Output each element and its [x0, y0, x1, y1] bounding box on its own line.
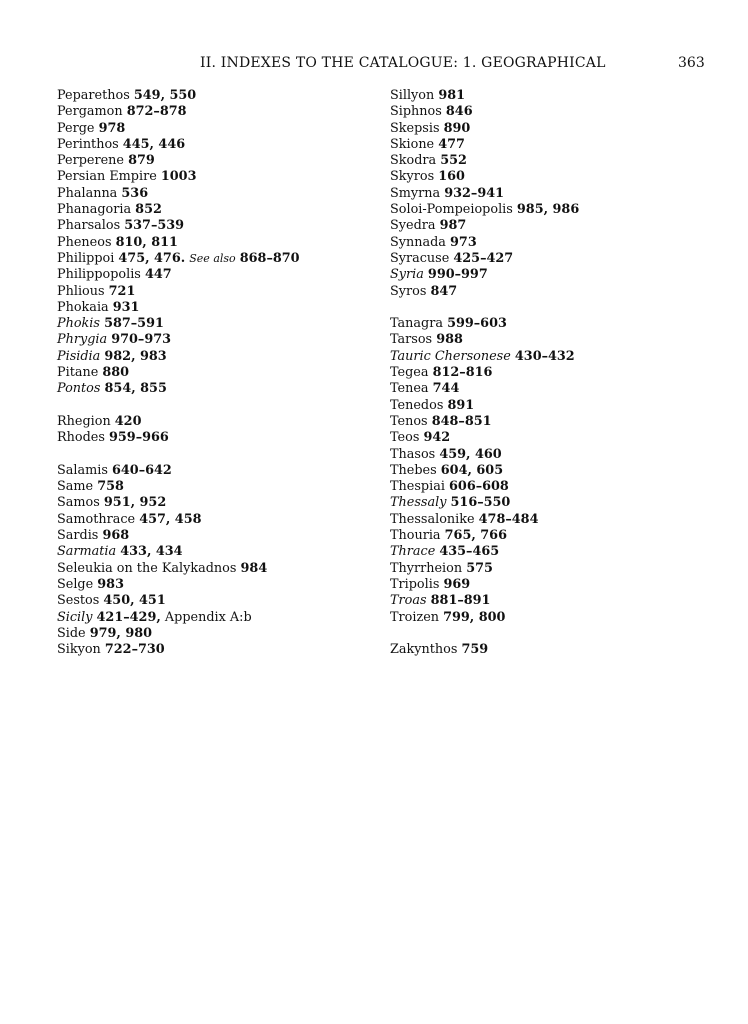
entry-see-also: See also: [189, 251, 236, 265]
entry-catalogue-refs: 604, 605: [440, 462, 504, 478]
index-entry: [390, 104, 710, 120]
entry-catalogue-refs: 854, 855: [104, 381, 167, 397]
entry-catalogue-refs: 959–966: [109, 430, 169, 446]
entry-catalogue-refs: 445, 446: [122, 136, 186, 152]
index-entry: [390, 235, 710, 251]
index-entry: [390, 544, 710, 560]
entry-place-name: Skepsis: [390, 120, 440, 136]
entry-catalogue-refs: 931: [112, 299, 140, 315]
index-entry: [57, 121, 377, 137]
entry-catalogue-refs: 881–891: [430, 593, 491, 609]
entry-see-also-refs: 868–870: [239, 250, 300, 266]
entry-catalogue-refs: 536: [121, 185, 149, 201]
index-entry: [390, 512, 710, 528]
entry-catalogue-refs: 160: [438, 169, 465, 185]
entry-place-name: Tauric Chersonese: [390, 348, 511, 364]
entry-catalogue-refs: 640–642: [112, 462, 172, 478]
entry-catalogue-refs: 421–429,: [96, 609, 161, 625]
entry-place-name: Phokis: [57, 316, 100, 332]
index-entry: [57, 137, 377, 153]
entry-catalogue-refs: 880: [102, 365, 130, 381]
entry-catalogue-refs: 459, 460: [439, 446, 502, 462]
entry-catalogue-refs: 985, 986: [516, 202, 580, 218]
index-entry: [57, 528, 377, 544]
entry-place-name: Phanagoria: [57, 202, 132, 218]
index-entry: [57, 284, 377, 300]
index-entry: [390, 593, 710, 609]
entry-catalogue-refs: 970–973: [111, 332, 172, 348]
index-entry: [390, 153, 710, 169]
entry-catalogue-refs: 552: [440, 153, 467, 169]
index-column-left: [57, 88, 377, 658]
index-entry: [390, 267, 710, 283]
entry-catalogue-refs: 951, 952: [103, 495, 167, 511]
entry-catalogue-refs: 890: [443, 120, 471, 136]
entry-catalogue-refs: 425–427: [453, 250, 514, 266]
entry-place-name: Samothrace: [57, 511, 136, 527]
index-entry: [57, 479, 377, 495]
entry-catalogue-refs: 765, 766: [444, 528, 507, 544]
index-entry: [390, 642, 710, 658]
running-header: [0, 55, 748, 75]
entry-place-name: Thebes: [390, 462, 437, 478]
index-entry: [57, 414, 377, 430]
page-number: 363: [678, 55, 705, 71]
index-entry: [57, 430, 377, 446]
entry-catalogue-refs: 810, 811: [115, 234, 178, 250]
index-entry: [390, 169, 710, 185]
entry-catalogue-refs: 799, 800: [443, 609, 506, 625]
entry-catalogue-refs: 537–539: [124, 218, 185, 234]
entry-place-name: Philippopolis: [57, 267, 141, 283]
index-entry: [57, 202, 377, 218]
index-entry: [390, 430, 710, 446]
index-entry: [390, 463, 710, 479]
index-entry: [390, 365, 710, 381]
index-entry: [390, 88, 710, 104]
index-entry: [57, 365, 377, 381]
entry-catalogue-refs: 744: [432, 381, 460, 397]
index-entry: [390, 528, 710, 544]
index-entry: [57, 544, 377, 560]
entry-catalogue-refs: 457, 458: [139, 511, 202, 527]
entry-place-name: Seleukia on the Kalykadnos: [57, 560, 237, 576]
entry-place-name: Rhegion: [57, 413, 111, 429]
running-head-title: II. INDEXES TO THE CATALOGUE: 1. GEOGRAPHICAL: [200, 55, 606, 71]
entry-place-name: Tarsos: [390, 332, 433, 348]
letter-group-gap: [57, 398, 377, 414]
entry-catalogue-refs: 891: [447, 397, 475, 413]
entry-place-name: Thyrrheion: [390, 560, 463, 576]
index-entry: [390, 251, 710, 267]
entry-catalogue-refs: 722–730: [104, 642, 165, 658]
entry-catalogue-refs: 575: [466, 560, 493, 576]
index-entry: [57, 300, 377, 316]
index-entry: [390, 316, 710, 332]
entry-place-name: Phlious: [57, 283, 105, 299]
index-entry: [57, 153, 377, 169]
index-entry: [390, 561, 710, 577]
entry-catalogue-refs: 420: [114, 413, 142, 429]
index-entry: [390, 349, 710, 365]
entry-place-name: Pitane: [57, 365, 99, 381]
entry-place-name: Skione: [390, 136, 435, 152]
index-entry: [390, 414, 710, 430]
entry-catalogue-refs: 846: [445, 104, 473, 120]
entry-catalogue-refs: 932–941: [444, 185, 505, 201]
entry-place-name: Teos: [390, 430, 420, 446]
entry-place-name: Tegea: [390, 365, 429, 381]
entry-place-name: Zakynthos: [390, 642, 458, 658]
index-entry: [390, 610, 710, 626]
entry-place-name: Thespiai: [390, 479, 445, 495]
entry-place-name: Skyros: [390, 169, 435, 185]
entry-catalogue-refs: 942: [423, 430, 451, 446]
entry-catalogue-refs: 983: [97, 576, 124, 592]
entry-catalogue-refs: 872–878: [126, 104, 187, 120]
index-entry: [57, 561, 377, 577]
index-entry: [57, 316, 377, 332]
entry-catalogue-refs: 987: [439, 218, 467, 234]
entry-catalogue-refs: 435–465: [439, 544, 500, 560]
entry-place-name: Tripolis: [390, 576, 440, 592]
entry-place-name: Pergamon: [57, 104, 123, 120]
entry-place-name: Thouria: [390, 528, 441, 544]
entry-catalogue-refs: 969: [443, 576, 471, 592]
index-entry: [57, 349, 377, 365]
entry-appendix-ref: Appendix A:b: [164, 609, 252, 625]
entry-place-name: Sillyon: [390, 88, 435, 103]
entry-place-name: Thessaly: [390, 495, 447, 511]
index-entry: [390, 495, 710, 511]
entry-catalogue-refs: 475, 476.: [118, 250, 186, 266]
index-entry: [57, 381, 377, 397]
letter-group-gap: [390, 626, 710, 642]
entry-catalogue-refs: 848–851: [431, 413, 492, 429]
index-entry: [390, 202, 710, 218]
index-entry: [57, 593, 377, 609]
index-entry: [57, 332, 377, 348]
entry-place-name: Side: [57, 625, 86, 641]
letter-group-gap: [57, 447, 377, 463]
index-entry: [390, 381, 710, 397]
entry-place-name: Skodra: [390, 153, 437, 169]
entry-catalogue-refs: 549, 550: [133, 88, 197, 103]
entry-place-name: Thasos: [390, 446, 436, 462]
entry-place-name: Troizen: [390, 609, 440, 625]
entry-place-name: Sestos: [57, 593, 100, 609]
entry-catalogue-refs: 1003: [160, 169, 197, 185]
entry-place-name: Tenea: [390, 381, 429, 397]
entry-place-name: Peparethos: [57, 88, 130, 103]
index-entry: [57, 218, 377, 234]
entry-place-name: Sicily: [57, 609, 93, 625]
entry-catalogue-refs: 990–997: [427, 267, 488, 283]
entry-place-name: Phokaia: [57, 299, 109, 315]
entry-place-name: Tanagra: [390, 316, 443, 332]
entry-place-name: Perperene: [57, 153, 124, 169]
index-entry: [57, 626, 377, 642]
entry-place-name: Pheneos: [57, 234, 112, 250]
entry-place-name: Troas: [390, 593, 427, 609]
entry-catalogue-refs: 984: [240, 560, 268, 576]
entry-place-name: Samos: [57, 495, 100, 511]
entry-catalogue-refs: 478–484: [478, 511, 539, 527]
entry-catalogue-refs: 433, 434: [120, 544, 183, 560]
entry-catalogue-refs: 852: [135, 202, 162, 218]
entry-place-name: Thrace: [390, 544, 436, 560]
index-entry: [390, 121, 710, 137]
entry-catalogue-refs: 721: [108, 283, 136, 299]
entry-catalogue-refs: 847: [430, 283, 458, 299]
entry-place-name: Selge: [57, 576, 94, 592]
entry-place-name: Smyrna: [390, 185, 441, 201]
entry-catalogue-refs: 979, 980: [89, 625, 153, 641]
entry-catalogue-refs: 973: [450, 234, 477, 250]
entry-place-name: Same: [57, 479, 94, 495]
entry-place-name: Syracuse: [390, 250, 450, 266]
entry-catalogue-refs: 981: [438, 88, 466, 103]
entry-place-name: Sarmatia: [57, 544, 117, 560]
index-entry: [57, 104, 377, 120]
index-entry: [390, 218, 710, 234]
index-entry: [57, 463, 377, 479]
entry-catalogue-refs: 879: [128, 153, 155, 169]
entry-place-name: Siphnos: [390, 104, 442, 120]
entry-catalogue-refs: 430–432: [514, 348, 575, 364]
entry-catalogue-refs: 978: [98, 120, 126, 136]
entry-catalogue-refs: 516–550: [450, 495, 511, 511]
entry-place-name: Thessalonike: [390, 511, 475, 527]
entry-catalogue-refs: 982, 983: [104, 348, 167, 364]
index-entry: [57, 267, 377, 283]
entry-place-name: Soloi-Pompeiopolis: [390, 202, 513, 218]
entry-place-name: Tenos: [390, 413, 428, 429]
entry-place-name: Phalanna: [57, 185, 118, 201]
entry-place-name: Persian Empire: [57, 169, 157, 185]
index-entry: [57, 235, 377, 251]
index-entry: [390, 577, 710, 593]
entry-place-name: Phrygia: [57, 332, 108, 348]
index-entry: [57, 186, 377, 202]
entry-place-name: Salamis: [57, 462, 108, 478]
entry-catalogue-refs: 450, 451: [103, 593, 166, 609]
index-entry: [390, 137, 710, 153]
index-entry: [57, 512, 377, 528]
index-entry: [57, 251, 377, 267]
index-entry: [57, 642, 377, 658]
entry-place-name: Pharsalos: [57, 218, 121, 234]
entry-place-name: Pontos: [57, 381, 101, 397]
index-entry: [57, 495, 377, 511]
entry-catalogue-refs: 447: [144, 267, 172, 283]
entry-place-name: Synnada: [390, 234, 446, 250]
index-entry: [390, 186, 710, 202]
index-entry: [390, 398, 710, 414]
entry-place-name: Perge: [57, 120, 95, 136]
index-entry: [390, 479, 710, 495]
entry-catalogue-refs: 968: [102, 528, 130, 544]
entry-place-name: Syria: [390, 267, 424, 283]
index-entry: [57, 610, 377, 626]
index-entry: [390, 332, 710, 348]
entry-place-name: Rhodes: [57, 430, 105, 446]
entry-place-name: Tenedos: [390, 397, 444, 413]
entry-place-name: Philippoi: [57, 250, 115, 266]
index-entry: [390, 447, 710, 463]
index-entry: [57, 88, 377, 104]
index-entry: [57, 169, 377, 185]
entry-catalogue-refs: 599–603: [447, 316, 507, 332]
entry-catalogue-refs: 812–816: [432, 365, 493, 381]
entry-place-name: Sardis: [57, 528, 99, 544]
entry-catalogue-refs: 988: [436, 332, 463, 348]
entry-catalogue-refs: 759: [461, 642, 489, 658]
entry-place-name: Syedra: [390, 218, 436, 234]
entry-catalogue-refs: 606–608: [449, 479, 509, 495]
entry-catalogue-refs: 587–591: [104, 316, 164, 332]
entry-place-name: Perinthos: [57, 136, 119, 152]
entry-place-name: Sikyon: [57, 642, 101, 658]
index-entry: [57, 577, 377, 593]
index-column-right: [390, 88, 710, 658]
letter-group-gap: [390, 300, 710, 316]
index-entry: [390, 284, 710, 300]
entry-place-name: Syros: [390, 283, 427, 299]
entry-place-name: Pisidia: [57, 348, 101, 364]
entry-catalogue-refs: 758: [97, 479, 124, 495]
entry-catalogue-refs: 477: [438, 136, 465, 152]
